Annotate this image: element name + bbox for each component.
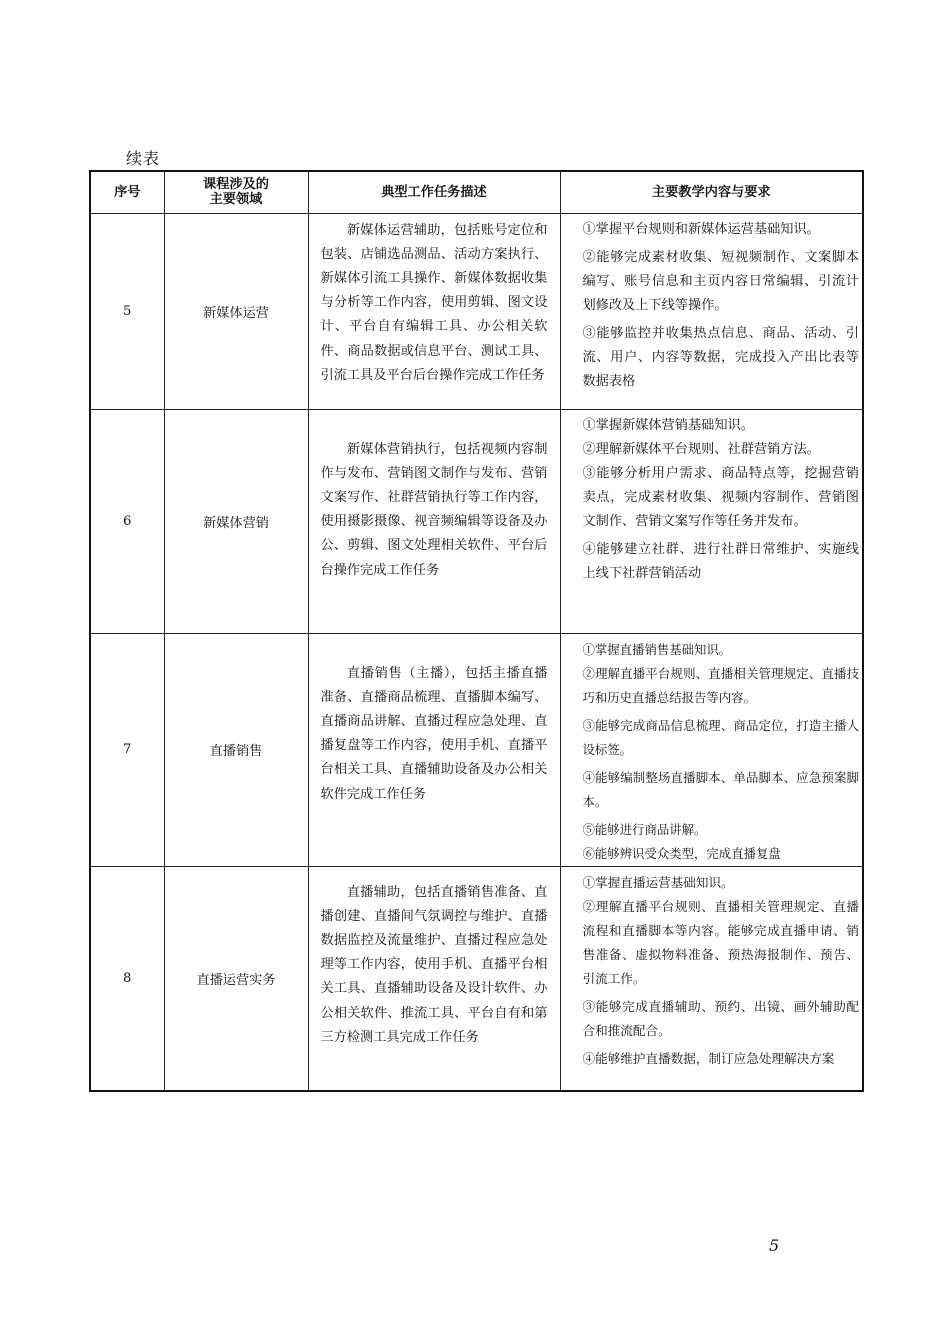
requirement-item: ⑤能够进行商品讲解。 xyxy=(582,821,707,837)
row-number: 6 xyxy=(90,409,164,633)
row-requirements xyxy=(560,866,863,1091)
header-req: 主要教学内容与要求 xyxy=(560,171,863,213)
row-description: 直播辅助，包括直播销售准备、直播创建、直播间气氛调控与维护、直播数据监控及流量维护、直播过程应急处理等工作内容，使用手机、直播平台相关工具、直播辅助设备及设计软件、办公相关软件、推流工具、平台自有和第三方检测工具完成工作任务 xyxy=(308,866,560,1091)
row-description: 直播销售（主播），包括主播直播准备、直播商品梳理、直播脚本编写、直播商品讲解、直播过程应急处理、直播复盘等工作内容，使用手机、直播平台相关工具、直播辅助设备及办公相关软件完成工作任务 xyxy=(308,633,560,866)
table-row xyxy=(90,866,863,1091)
row-number: 7 xyxy=(90,633,164,866)
table-row xyxy=(90,409,863,633)
row-requirements xyxy=(560,409,863,633)
row-number: 8 xyxy=(90,866,164,1091)
header-num: 序号 xyxy=(90,171,164,213)
requirement-item: ④能够维护直播数据，制订应急处理解决方案 xyxy=(582,1050,835,1066)
table-caption: 续表 xyxy=(126,149,161,168)
row-description: 新媒体运营辅助，包括账号定位和包装、店铺选品测品、活动方案执行、新媒体引流工具操作、新媒体数据收集与分析等工作内容，使用剪辑、图文设计、平台自有编辑工具、办公相关软件、商品数据或信息平台、测试工具、引流工具及平台后台操作完成工作任务 xyxy=(308,213,560,409)
requirement-item: ③能够分析用户需求、商品特点等，挖掘营销卖点，完成素材收集、视频内容制作、营销图文制作、营销文案写作等任务并发布。 xyxy=(582,465,859,529)
header-desc: 典型工作任务描述 xyxy=(308,171,560,213)
requirement-item: ③能够完成商品信息梳理、商品定位，打造主播人设标签。 xyxy=(582,717,859,757)
requirement-item: ④能够建立社群、进行社群日常维护、实施线上线下社群营销活动 xyxy=(582,541,859,581)
row-domain: 新媒体营销 xyxy=(164,409,308,633)
course-table xyxy=(89,170,864,1092)
table-row xyxy=(90,633,863,866)
requirement-item: ①掌握直播运营基础知识。 xyxy=(582,874,734,890)
requirement-item: ④能够编制整场直播脚本、单品脚本、应急预案脚本。 xyxy=(582,769,859,809)
requirement-item: ②能够完成素材收集、短视频制作、文案脚本编写、账号信息和主页内容日常编辑、引流计划修改及上下线等操作。 xyxy=(582,249,859,313)
row-domain: 新媒体运营 xyxy=(164,213,308,409)
row-domain: 直播运营实务 xyxy=(164,866,308,1091)
requirement-item: ①掌握新媒体营销基础知识。 xyxy=(582,417,754,433)
row-requirements xyxy=(560,213,863,409)
row-number: 5 xyxy=(90,213,164,409)
header-domain: 课程涉及的 主要领域 xyxy=(164,171,308,213)
requirement-item: ②理解直播平台规则、直播相关管理规定、直播技巧和历史直播总结报告等内容。 xyxy=(582,665,859,705)
requirement-item: ③能够监控并收集热点信息、商品、活动、引流、用户、内容等数据，完成投入产出比表等数据表格 xyxy=(582,325,859,389)
requirement-item: ⑥能够辨识受众类型，完成直播复盘 xyxy=(582,845,781,861)
row-description: 新媒体营销执行，包括视频内容制作与发布、营销图文制作与发布、营销文案写作、社群营销执行等工作内容，使用摄影摄像、视音频编辑等设备及办公、剪辑、图文处理相关软件、平台后台操作完成工作任务 xyxy=(308,409,560,633)
row-requirements xyxy=(560,633,863,866)
requirement-item: ①掌握平台规则和新媒体运营基础知识。 xyxy=(582,221,820,237)
row-domain: 直播销售 xyxy=(164,633,308,866)
table-row xyxy=(90,213,863,409)
requirement-item: ①掌握直播销售基础知识。 xyxy=(582,641,732,657)
requirement-item: ③能够完成直播辅助、预约、出镜、画外辅助配合和推流配合。 xyxy=(582,998,859,1038)
table-header-row xyxy=(90,171,863,213)
requirement-item: ②理解直播平台规则、直播相关管理规定、直播流程和直播脚本等内容。能够完成直播申请、销售准备、虚拟物料准备、预热海报制作、预告、引流工作。 xyxy=(582,898,859,986)
page-number: 5 xyxy=(769,1236,780,1255)
requirement-item: ②理解新媒体平台规则、社群营销方法。 xyxy=(582,441,820,457)
